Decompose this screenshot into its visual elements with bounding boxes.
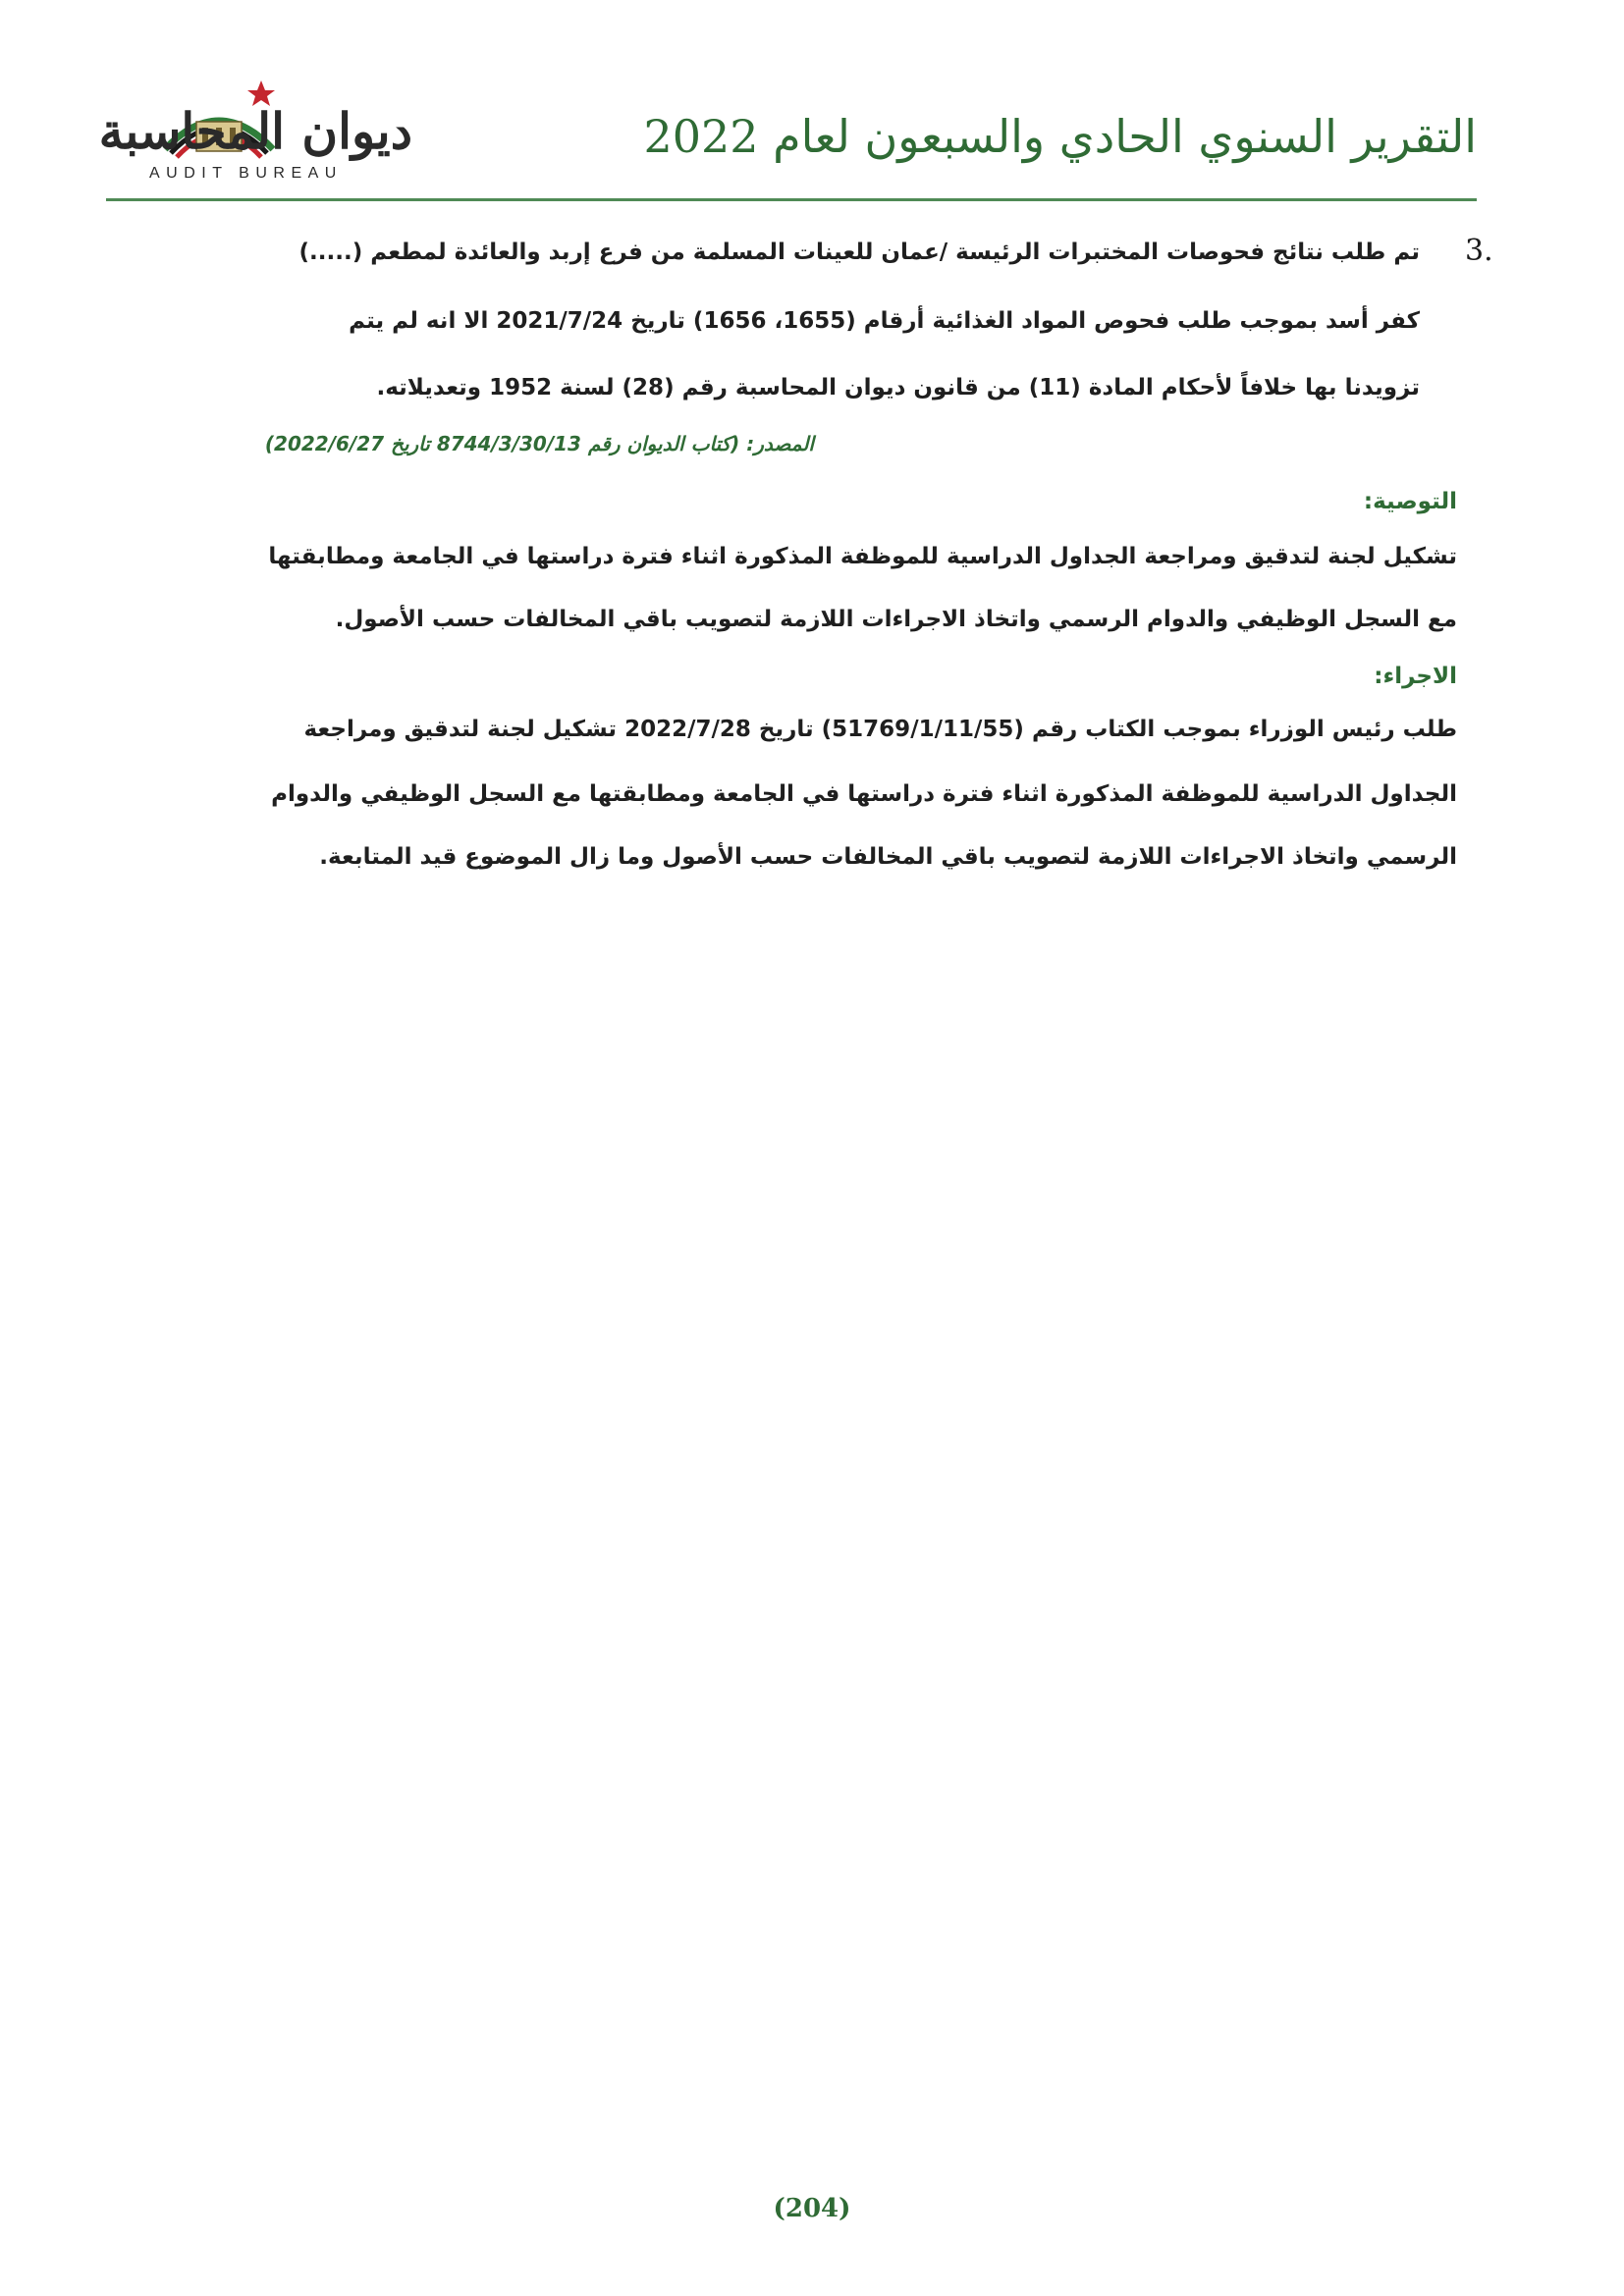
audit-bureau-logo (98, 59, 420, 188)
header-divider (106, 198, 1477, 201)
action-line: طلب رئيس الوزراء بموجب الكتاب رقم (51769/1/11/55) تاريخ 2022/7/28 تشكيل لجنة لتدقيق ومراجعة (303, 717, 1457, 742)
page-number: (204) (773, 2194, 851, 2223)
action-line: الرسمي واتخاذ الاجراءات اللازمة لتصويب باقي المخالفات حسب الأصول وما زال الموضوع قيد المتابعة. (319, 844, 1457, 870)
finding-line: كفر أسد بموجب طلب فحوص المواد الغذائية أرقام (1655، 1656) تاريخ 2021/7/24 الا انه لم يتم (349, 308, 1420, 334)
item-number: 3. (1465, 234, 1493, 268)
recommendation-line: تشكيل لجنة لتدقيق ومراجعة الجداول الدراسية للموظفة المذكورة اثناء فترة دراستها في الجامعة ومطابقتها (268, 544, 1457, 569)
action-line: الجداول الدراسية للموظفة المذكورة اثناء فترة دراستها في الجامعة ومطابقتها مع السجل الوظيفي والدوام (271, 781, 1457, 807)
recommendation-line: مع السجل الوظيفي والدوام الرسمي واتخاذ الاجراءات اللازمة لتصويب باقي المخالفات حسب الأصول. (335, 607, 1457, 632)
logo-english-text: AUDIT BUREAU (149, 165, 343, 182)
report-title: التقرير السنوي الحادي والسبعون لعام 2022 (643, 110, 1477, 163)
source-reference: المصدر: (كتاب الديوان رقم 8744/3/30/13 تاريخ 2022/6/27) (264, 432, 814, 455)
logo-arabic-text: ديوان المحاسبة (98, 102, 412, 160)
recommendation-heading: التوصية: (1363, 489, 1457, 514)
finding-line: تزويدنا بها خلافاً لأحكام المادة (11) من قانون ديوان المحاسبة رقم (28) لسنة 1952 وتعديلاته. (376, 375, 1420, 400)
finding-line: تم طلب نتائج فحوصات المختبرات الرئيسة /عمان للعينات المسلمة من فرع إربد والعائدة لمطعم (.....) (298, 240, 1420, 265)
action-heading: الاجراء: (1374, 664, 1457, 689)
